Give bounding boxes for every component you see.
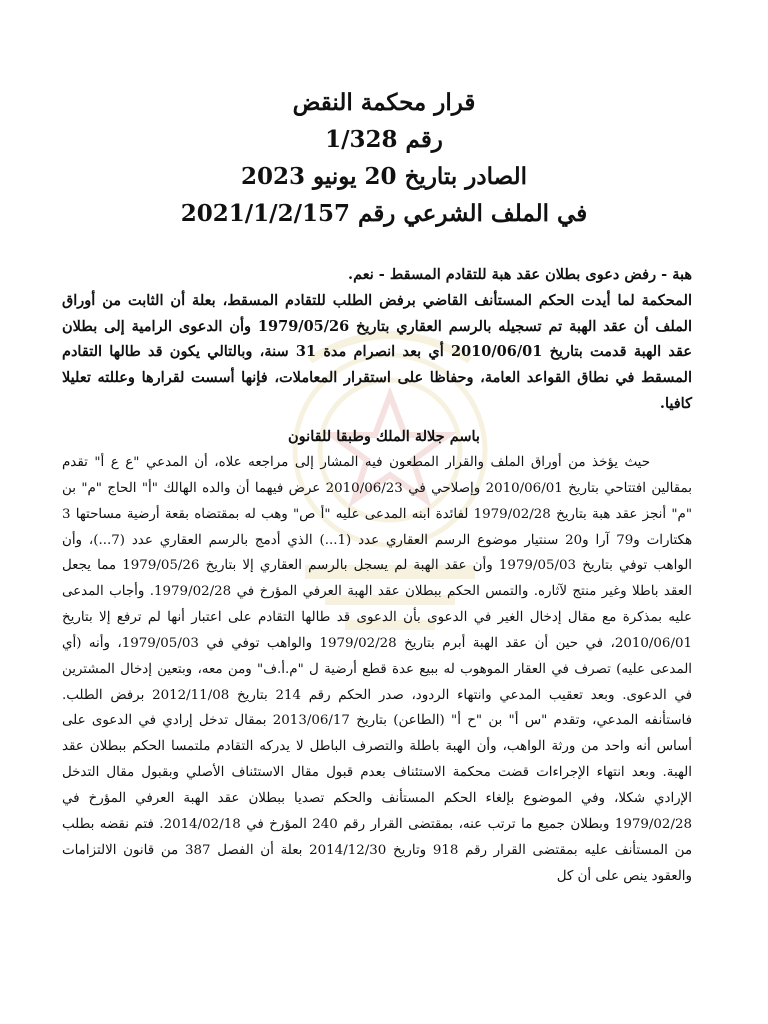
decision-date: الصادر بتاريخ 20 يونيو 2023 <box>241 163 527 190</box>
court-name-title: قرار محكمة النقض <box>292 89 476 116</box>
decision-body <box>62 450 692 889</box>
section-heading: باسم جلالة الملك وطبقا للقانون <box>288 428 480 445</box>
body-paragraph: حيث يؤخذ من أوراق الملف والقرار المطعون فيه المشار إلى مراجعه علاه، أن المدعي "ع ع أ" تقدم بمقالين افتتاحي بتاريخ 2010/06/01 وإصلاحي في 2010/06/23 عرض فيهما أن والده الهالك "أ" الحاج "م" بن "م" أنجز عقد هبة بتاريخ 1979/02/28 لفائدة ابنه المدعى عليه "أ ص" وهب له بمقتضاه بقعة أرضية مساحتها 3 هكتارات و79 آرا و20 سنتيار موضوع الرسم العقاري عدد (1...) الذي أدمج بالرسم العقاري عدد (7...)، وأن الواهب توفي بتاريخ 1979/05/03 وأن عقد الهبة لم يسجل بالرسم العقاري إلا بتاريخ 1979/05/26 مما يجعل العقد باطلا وغير منتج لآثاره. والتمس الحكم ببطلان عقد الهبة العرفي المؤرخ في 1979/02/28. وأجاب المدعى عليه بمذكرة مع مقال إدخال الغير في الدعوى بأن الدعوى قد طالها التقادم على اعتبار أنها لم ترفع إلا بتاريخ 2010/06/01، في حين أن عقد الهبة أبرم بتاريخ 1979/02/28 والواهب توفي في 1979/05/03، وأنه (أي المدعى عليه) تصرف في العقار الموهوب له ببيع عدة قطع أرضية ل "م.أ.ف" ومن معه، وبتعين إدخال المشترين في الدعوى. وبعد تعقيب المدعي وانتهاء الردود، صدر الحكم رقم 214 بتاريخ 2012/11/08 برفض الطلب. فاستأنفه المدعي، وتقدم "س أ" بن "ح أ" (الطاعن) بتاريخ 2013/06/17 بمقال تدخل إرادي في الدعوى على أساس أنه واحد من ورثة الواهب، وأن الهبة باطلة والتصرف الباطل لا يدركه التقادم ملتمسا الحكم ببطلان عقد الهبة. وبعد انتهاء الإجراءات قضت محكمة الاستئناف بعدم قبول مقال الاستئناف الأصلي وبقبول مقال التدخل الإرادي شكلا، وفي الموضوع بإلغاء الحكم المستأنف والحكم تصديا ببطلان عقد الهبة العرفي المؤرخ في 1979/02/28 وبطلان جميع ما ترتب عنه، بمقتضى القرار رقم 240 المؤرخ في 2014/02/18. فتم نقضه بطلب من المستأنف عليه بمقتضى القرار رقم 918 وتاريخ 2014/12/30 بعلة أن الفصل 387 من قانون الالتزامات والعقود ينص على أن كل <box>62 455 693 884</box>
summary-principle: المحكمة لما أيدت الحكم المستأنف القاضي برفض الطلب للتقادم المسقط، بعلة أن الثابت من أوراق الملف أن عقد الهبة تم تسجيله بالرسم العقاري بتاريخ 1979/05/26 وأن الدعوى الرامية إلى بطلان عقد الهبة قدمت بتاريخ 2010/06/01 أي بعد انصرام مدة 31 سنة، وبالتالي يكون قد طالها التقادم المسقط في نطاق القواعد العامة، وحفاظا على استقرار المعاملات، فإنها أسست لقرارها وعللته تعليلا كافيا. <box>62 291 692 412</box>
case-file-number: في الملف الشرعي رقم 2021/1/2/157 <box>180 200 588 227</box>
decision-summary <box>62 262 692 417</box>
summary-keywords: هبة - رفض دعوى بطلان عقد هبة للتقادم المسقط - نعم. <box>348 266 692 283</box>
decision-title-block <box>0 84 768 232</box>
decision-number: رقم 1/328 <box>325 126 443 153</box>
